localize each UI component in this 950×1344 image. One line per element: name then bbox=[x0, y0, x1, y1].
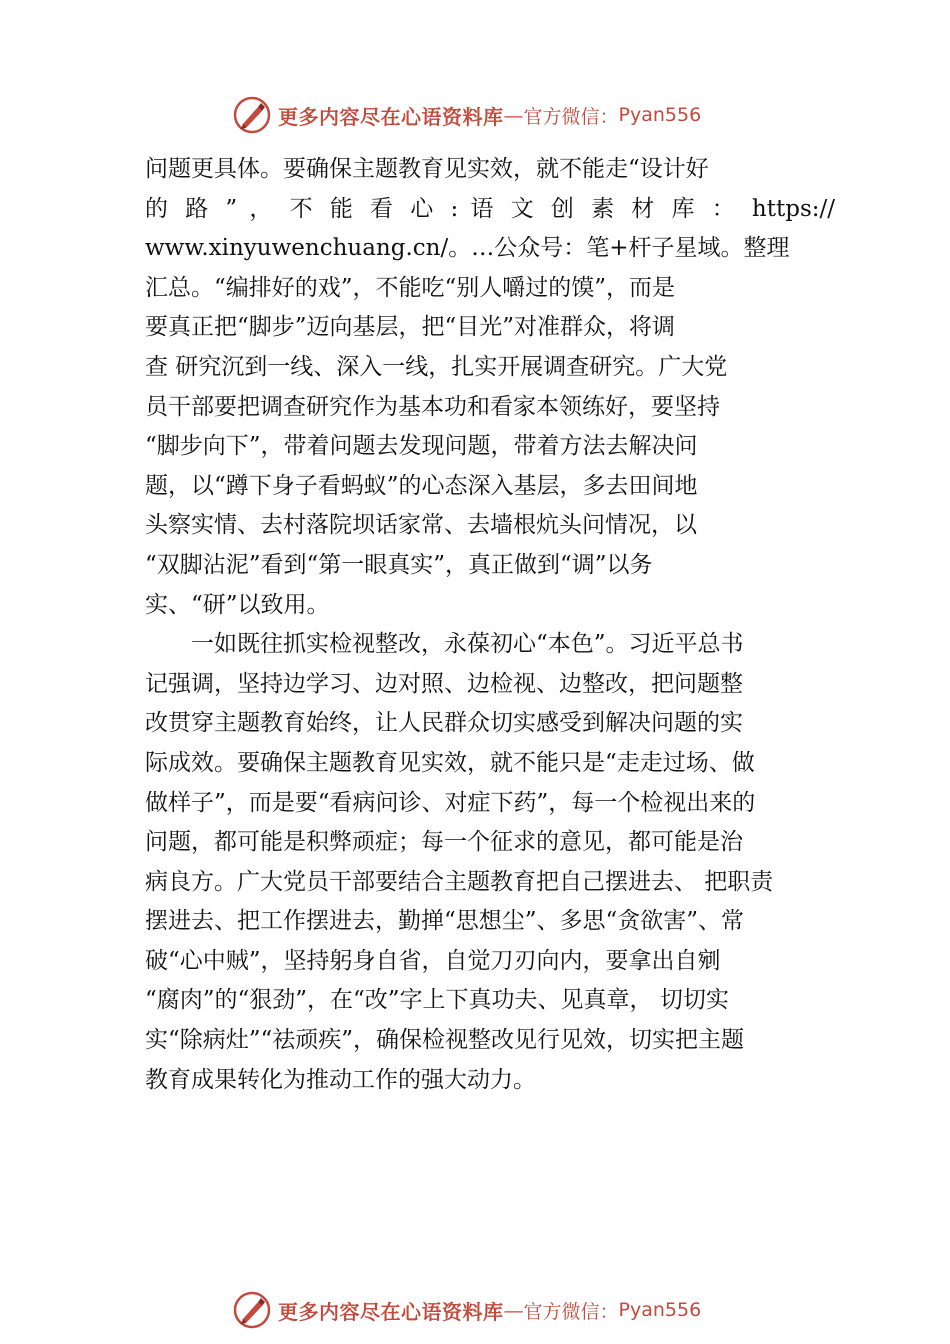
body-line: 实、“研”以致用。 bbox=[145, 591, 330, 618]
body-line: 的 路 ” ， 不 能 看 心 : 语 文 创 素 材 库 ： https:// bbox=[145, 195, 835, 222]
pen-logo-icon bbox=[232, 1290, 272, 1330]
body-line: 摆进去、把工作摆进去，勤掸“思想尘”、多思“贪欲害”、常 bbox=[145, 908, 745, 935]
body-line: “双脚沾泥”看到“第一眼真实”，真正做到“调”以务 bbox=[145, 551, 653, 578]
body-line: 员干部要把调查研究作为基本功和看家本领练好，要坚持 bbox=[145, 393, 720, 420]
header-wechat-id: Pyan556 bbox=[618, 104, 702, 126]
header-banner bbox=[232, 94, 701, 136]
document-body bbox=[145, 150, 835, 1100]
footer-wechat-label: 官方微信： bbox=[523, 1300, 619, 1323]
pen-logo-icon bbox=[232, 95, 272, 135]
body-line: “脚步向下”，带着问题去发现问题，带着方法去解决问 bbox=[145, 433, 698, 460]
body-line: www.xinyuwenchuang.cn/。…公众号：笔+杆子星域。整理 bbox=[145, 235, 790, 262]
footer-site-name: 更多内容尽在心语资料库 bbox=[278, 1299, 504, 1324]
footer-wechat-id: Pyan556 bbox=[618, 1299, 702, 1321]
body-line: 做样子”，而是要“看病问诊、对症下药”，每一个检视出来的 bbox=[145, 789, 756, 816]
body-line: 一如既往抓实检视整改，永葆初心“本色”。习近平总书 bbox=[191, 631, 744, 658]
body-line: 题，以“蹲下身子看蚂蚁”的心态深入基层，多去田间地 bbox=[145, 472, 698, 499]
body-line: 际成效。要确保主题教育见实效，就不能只是“走走过场、做 bbox=[145, 749, 755, 776]
body-line: 问题，都可能是积弊顽症；每一个征求的意见，都可能是治 bbox=[145, 829, 743, 856]
body-line: 记强调，坚持边学习、边对照、边检视、边整改，把问题整 bbox=[145, 670, 743, 697]
body-line: 查 研究沉到一线、深入一线，扎实开展调查研究。广大党 bbox=[145, 353, 728, 380]
body-line: 教育成果转化为推动工作的强大动力。 bbox=[145, 1066, 536, 1093]
body-line: 汇总。“编排好的戏”，不能吃“别人嚼过的馍”，而是 bbox=[145, 274, 676, 301]
body-line: 要真正把“脚步”迈向基层，把“目光”对准群众，将调 bbox=[145, 314, 676, 341]
body-line: 问题更具体。要确保主题教育见实效，就不能走“设计好 bbox=[145, 156, 709, 182]
footer-separator: — bbox=[503, 1298, 524, 1322]
header-wechat-label: 官方微信： bbox=[523, 105, 619, 128]
body-line: “腐肉”的“狠劲”，在“改”字上下真功夫、见真章， 切切实 bbox=[145, 987, 729, 1014]
header-site-name: 更多内容尽在心语资料库 bbox=[278, 104, 504, 129]
body-line: 病良方。广大党员干部要结合主题教育把自己摆进去、 把职责 bbox=[145, 868, 774, 895]
header-separator: — bbox=[503, 103, 524, 127]
footer-banner bbox=[232, 1289, 701, 1331]
body-line: 改贯穿主题教育始终，让人民群众切实感受到解决问题的实 bbox=[145, 710, 743, 737]
body-line: 头察实情、去村落院坝话家常、去墙根炕头问情况，以 bbox=[145, 512, 697, 539]
body-line: 实“除病灶”“祛顽疾”，确保检视整改见行见效，切实把主题 bbox=[145, 1027, 745, 1054]
body-line: 破“心中贼”，坚持躬身自省，自觉刀刃向内，要拿出自剜 bbox=[145, 947, 721, 974]
